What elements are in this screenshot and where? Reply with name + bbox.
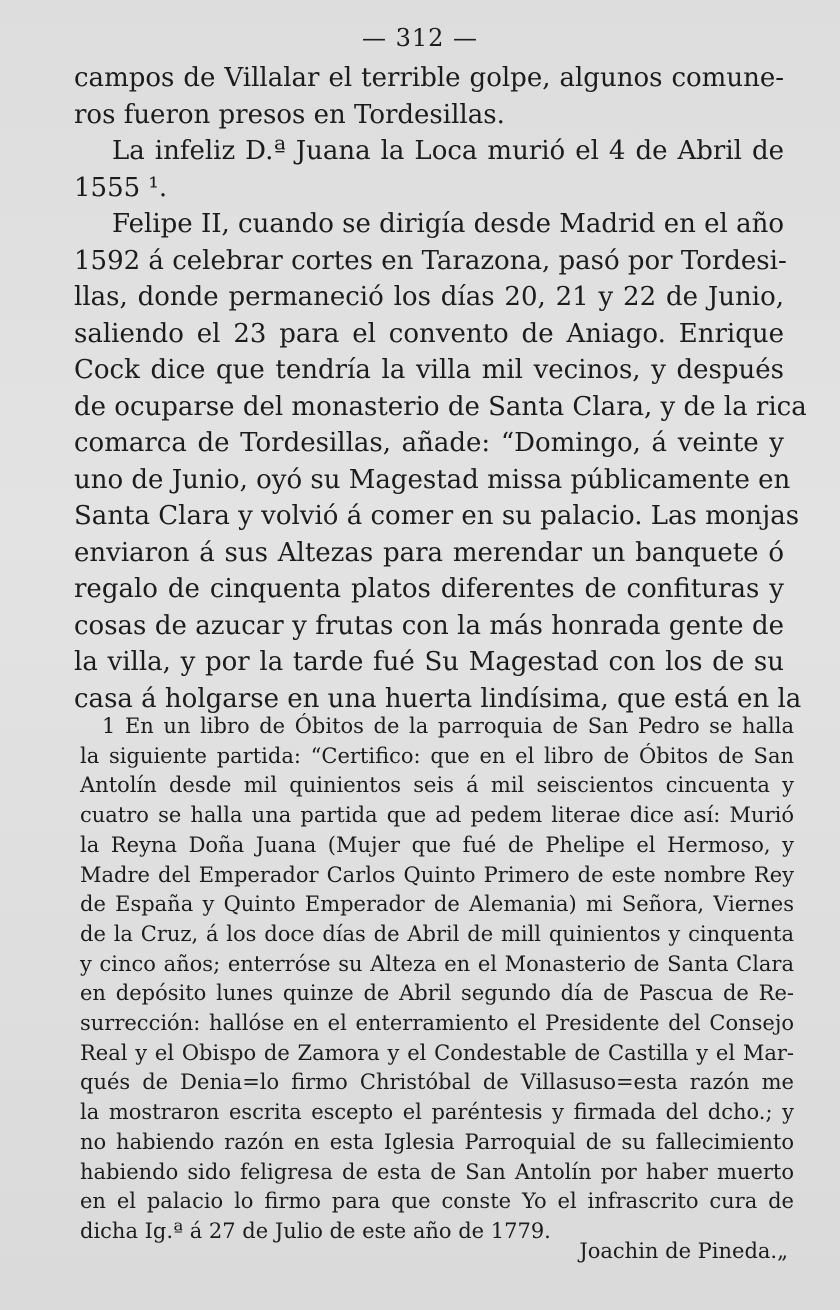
text-line: campos de Villalar el terrible golpe, algunos comune- bbox=[74, 63, 784, 93]
text-line: regalo de cinquenta platos diferentes de confituras y bbox=[74, 574, 784, 604]
footnote-line: la mostraron escrita escepto el paréntesis y firmada del dcho.; y bbox=[80, 1100, 794, 1125]
text-line: Santa Clara y volvió á comer en su palacio. Las monjas bbox=[74, 501, 800, 531]
text-line: enviaron á sus Altezas para merendar un banquete ó bbox=[74, 537, 784, 568]
footnote-line: Madre del Emperador Carlos Quinto Primero de este nombre Rey bbox=[80, 862, 794, 887]
text-line: Felipe II, cuando se dirigía desde Madrid en el año bbox=[112, 209, 784, 239]
footnote-line: Real y el Obispo de Zamora y el Condestable de Castilla y el Mar- bbox=[80, 1040, 794, 1065]
signature: Joachin de Pineda.„ bbox=[579, 1239, 788, 1263]
footnote-line: no habiendo razón en esta Iglesia Parroquial de su fallecimiento bbox=[80, 1129, 794, 1154]
text-line: la villa, y por la tarde fué Su Magestad con los de su bbox=[74, 647, 784, 677]
footnote-line: surrección: hallóse en el enterramiento el Presidente del Consejo bbox=[80, 1011, 794, 1036]
footnote-line: dicha Ig.ª á 27 de Julio de este año de 1779. bbox=[80, 1218, 551, 1243]
main-text bbox=[74, 60, 807, 717]
text-line: Cock dice que tendría la villa mil vecinos, y después bbox=[74, 355, 784, 385]
footnote bbox=[80, 712, 794, 1247]
text-line: uno de Junio, oyó su Magestad missa públicamente en bbox=[74, 464, 791, 495]
page-number: — 312 — bbox=[361, 24, 479, 52]
footnote-line: Antolín desde mil quinientos seis á mil seiscientos cincuenta y bbox=[80, 773, 794, 798]
footnote-line: de España y Quinto Emperador de Alemania) mi Señora, Viernes bbox=[80, 892, 794, 917]
footnote-line: la Reyna Doña Juana (Mujer que fué de Phelipe el Hermoso, y bbox=[80, 832, 794, 857]
footnote-line: cuatro se halla una partida que ad pedem literae dice así: Murió bbox=[80, 803, 794, 828]
text-line: casa á holgarse en una huerta lindísima, que está en la bbox=[74, 683, 802, 714]
footnote-line: en el palacio lo firmo para que conste Yo el infrascrito cura de bbox=[80, 1189, 794, 1214]
footnote-line: qués de Denia=lo firmo Christóbal de Villasuso=esta razón me bbox=[80, 1070, 794, 1095]
text-line: 1592 á celebrar cortes en Tarazona, pasó por Tordesi- bbox=[74, 245, 787, 276]
text-line: de ocuparse del monasterio de Santa Clara, y de la rica bbox=[74, 391, 807, 422]
footnote-line: 1 En un libro de Óbitos de la parroquia de San Pedro se halla bbox=[102, 714, 794, 738]
text-line: saliendo el 23 para el convento de Aniago. Enrique bbox=[74, 318, 784, 349]
footnote-line: y cinco años; enterróse su Alteza en el Monasterio de Santa Clara bbox=[80, 951, 794, 976]
text-line: ros fueron presos en Tordesillas. bbox=[74, 99, 505, 130]
text-line: La infeliz D.ª Juana la Loca murió el 4 de Abril de bbox=[112, 136, 784, 166]
text-line: llas, donde permaneció los días 20, 21 y 22 de Junio, bbox=[74, 282, 784, 312]
text-line: cosas de azucar y frutas con la más honrada gente de bbox=[74, 610, 784, 641]
footnote-line: habiendo sido feligresa de esta de San Antolín por haber muerto bbox=[80, 1159, 794, 1184]
footnote-line: de la Cruz, á los doce días de Abril de mill quinientos y cinquenta bbox=[80, 921, 794, 946]
text-line: 1555 ¹. bbox=[74, 172, 168, 203]
footnote-line: en depósito lunes quinze de Abril segundo día de Pascua de Re- bbox=[80, 981, 794, 1006]
footnote-line: la siguiente partida: “Certifico: que en el libro de Óbitos de San bbox=[80, 743, 794, 768]
text-line: comarca de Tordesillas, añade: “Domingo, á veinte y bbox=[74, 428, 784, 458]
